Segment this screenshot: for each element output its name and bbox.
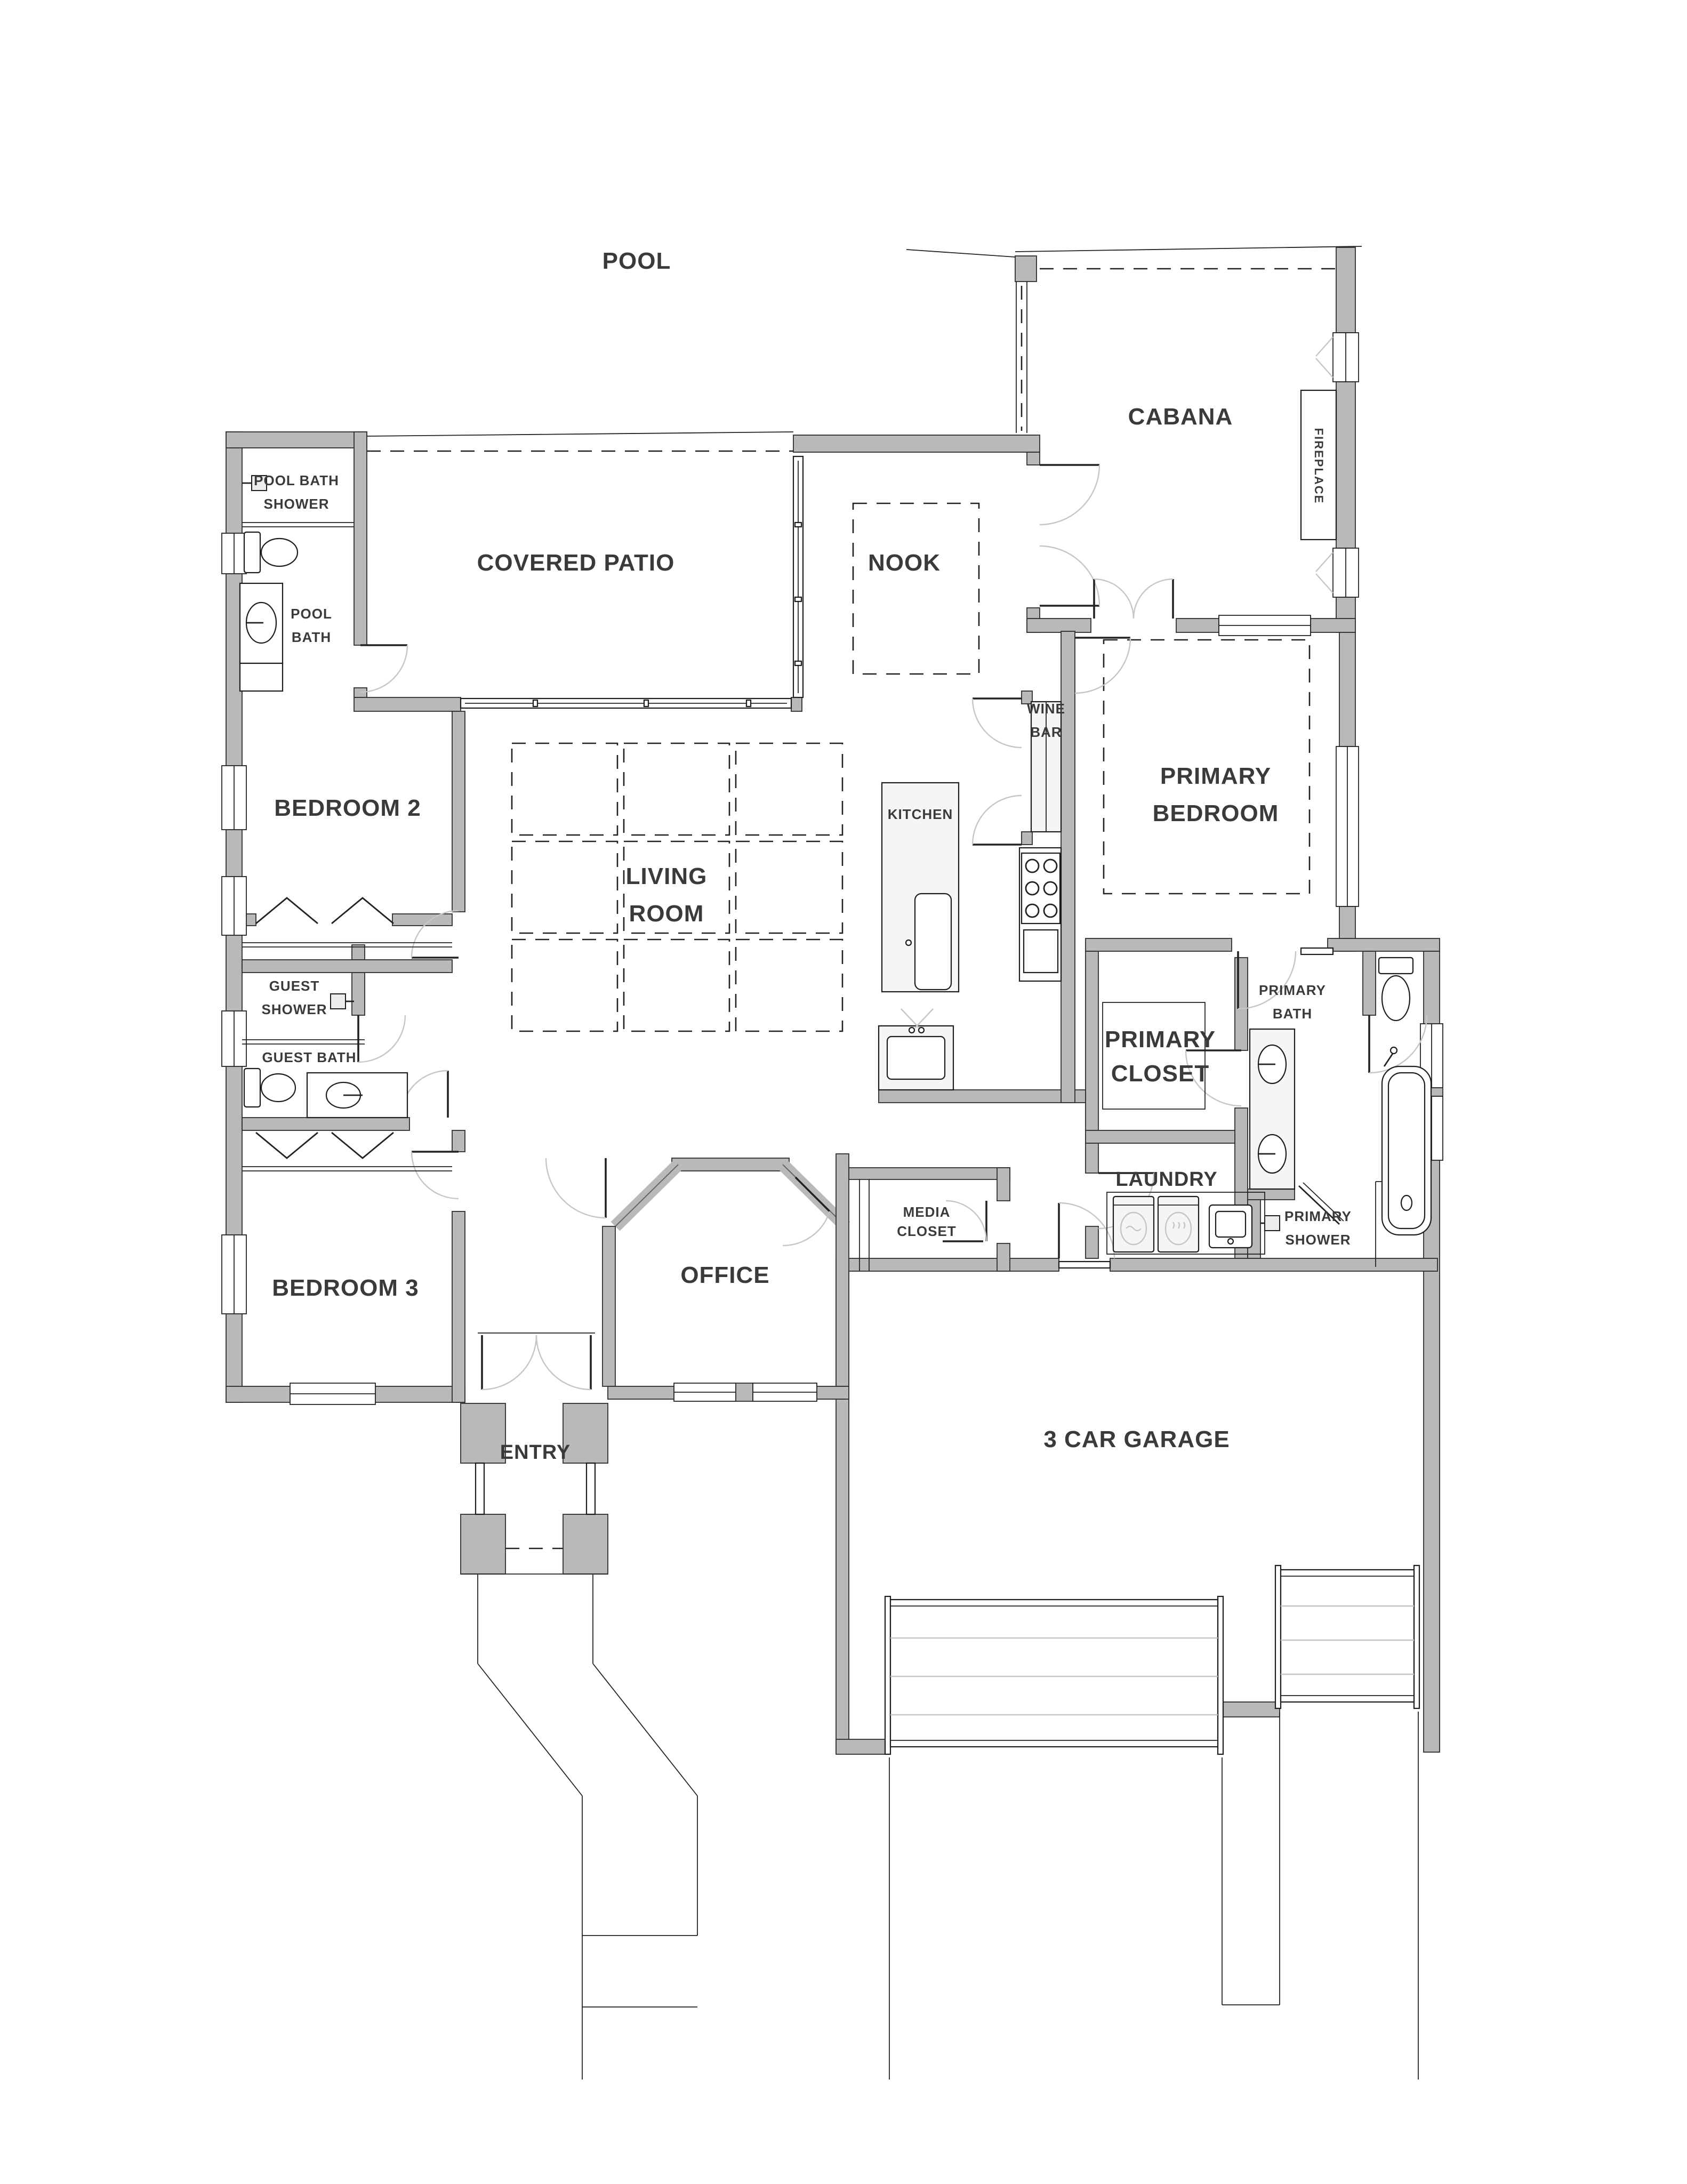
label-bedroom3: BEDROOM 3 (272, 1275, 419, 1301)
cabana-french-doors (1094, 579, 1173, 619)
label-pool: POOL (602, 248, 671, 274)
nook-ceiling-dashed (853, 503, 979, 674)
window (1333, 548, 1359, 597)
window (290, 1383, 375, 1404)
label-fireplace: FIREPLACE (1312, 428, 1326, 504)
wine-bar-doors (973, 698, 1022, 845)
label-wine-bar-2: BAR (1030, 724, 1062, 740)
label-living-1: LIVING (625, 863, 708, 889)
primary-vanity (1250, 1029, 1295, 1189)
label-guest-shower-2: SHOWER (261, 1001, 327, 1017)
label-pool-bath-2: BATH (291, 629, 332, 645)
label-primary-shower-2: SHOWER (1285, 1232, 1351, 1248)
label-cabana: CABANA (1128, 404, 1233, 430)
hall-door (546, 1158, 606, 1218)
label-covered-patio: COVERED PATIO (477, 550, 675, 576)
window (222, 766, 246, 830)
label-primary-closet-2: CLOSET (1111, 1061, 1210, 1087)
label-laundry: LAUNDRY (1115, 1168, 1218, 1191)
window (222, 1235, 246, 1314)
garage-door-single (1275, 1565, 1419, 1708)
garage-door-double (885, 1596, 1223, 1754)
label-kitchen: KITCHEN (887, 806, 953, 822)
label-entry: ENTRY (500, 1441, 571, 1464)
primary-toilet (1379, 958, 1413, 1021)
bedroom3-door (412, 1152, 459, 1199)
window (222, 877, 246, 935)
guest-bath-vanity (307, 1073, 407, 1118)
label-primary-bath-1: PRIMARY (1259, 982, 1326, 998)
label-guest-shower-1: GUEST (269, 978, 320, 994)
label-primary-bedroom-2: BEDROOM (1152, 800, 1279, 826)
pool-bath-vanity (240, 583, 283, 691)
label-media-closet-2: CLOSET (897, 1223, 957, 1239)
primary-bath-door (1238, 948, 1333, 1009)
label-primary-bath-2: BATH (1272, 1006, 1313, 1022)
guest-bath-door (401, 1071, 448, 1118)
window (1219, 615, 1311, 636)
primary-tub (1382, 1047, 1431, 1235)
primary-shower-head (1260, 1216, 1280, 1231)
prep-sink (879, 1009, 953, 1090)
entry-sidelites (476, 1463, 595, 1514)
window (1333, 333, 1359, 382)
window (222, 533, 246, 574)
pool-bath-door (360, 645, 407, 692)
label-primary-closet-1: PRIMARY (1104, 1026, 1216, 1053)
guest-shower-head (331, 994, 354, 1009)
window (674, 1383, 736, 1401)
driveway-lines (889, 1712, 1418, 2079)
guest-shower-door (358, 1015, 405, 1062)
toilet-room-door (1369, 1015, 1427, 1073)
label-primary-bedroom-1: PRIMARY (1160, 763, 1272, 789)
label-wine-bar-1: WINE (1027, 701, 1065, 717)
kitchen-range (1019, 848, 1061, 981)
window (222, 1011, 246, 1066)
label-guest-bath: GUEST BATH (262, 1049, 357, 1065)
patio-multislide-door (461, 698, 791, 708)
multislide-doors (461, 456, 803, 708)
window (753, 1383, 817, 1401)
nook-french-doors (1040, 465, 1099, 606)
label-bedroom2: BEDROOM 2 (274, 795, 421, 821)
label-nook: NOOK (868, 550, 941, 576)
label-office: OFFICE (680, 1262, 770, 1288)
label-garage: 3 CAR GARAGE (1043, 1426, 1230, 1452)
label-primary-shower-1: PRIMARY (1284, 1208, 1352, 1224)
room-labels (254, 248, 1352, 1464)
guest-bath-toilet (244, 1069, 295, 1107)
primary-closet-island (1103, 1002, 1205, 1109)
label-pool-bath-1: POOL (291, 606, 332, 622)
nook-multislide-door (793, 456, 803, 697)
pool-bath-toilet (244, 532, 298, 573)
label-pool-bath-shower-2: SHOWER (263, 496, 330, 512)
entry-double-doors (478, 1333, 595, 1390)
walkway-lines (461, 1574, 697, 2079)
wall-structure (226, 247, 1440, 1754)
label-pool-bath-shower-1: POOL BATH (254, 472, 339, 488)
primary-bedroom-door (1075, 638, 1130, 693)
garage-doors-and-driveway (461, 1565, 1419, 2079)
label-media-closet-1: MEDIA (903, 1204, 951, 1220)
wine-bar-counter (1031, 702, 1061, 832)
label-living-2: ROOM (629, 901, 704, 927)
window (1336, 746, 1359, 906)
